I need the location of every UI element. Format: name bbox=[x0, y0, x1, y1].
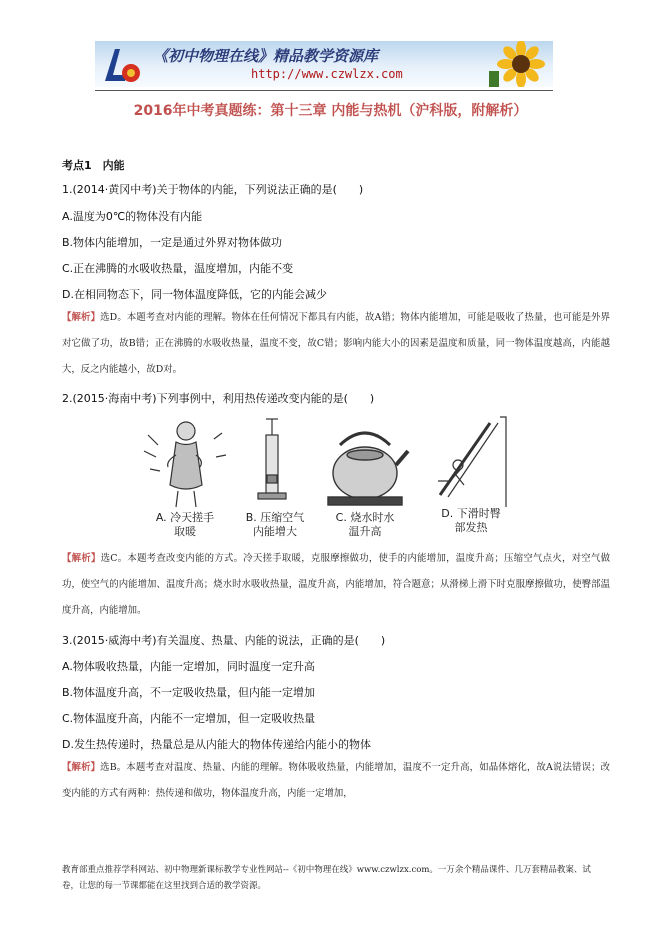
q3-option-c: C.物体温度升高，内能不一定增加，但一定吸收热量 bbox=[62, 712, 316, 725]
analysis-tag: 【解析】 bbox=[62, 312, 101, 323]
q1-option-b: B.物体内能增加，一定是通过外界对物体做功 bbox=[62, 236, 283, 249]
caption-c-line1: C. 烧水时水 bbox=[335, 511, 395, 524]
banner-url: http://www.czwlzx.com bbox=[251, 67, 403, 81]
caption-a-line1: A. 冷天搓手 bbox=[155, 511, 215, 524]
air-compression-tube-icon bbox=[252, 415, 292, 510]
topic-heading: 考点1 内能 bbox=[62, 159, 125, 172]
q3-option-b: B.物体温度升高，不一定吸收热量，但内能一定增加 bbox=[62, 686, 316, 699]
q1-analysis bbox=[62, 305, 610, 383]
caption-d-line1: D. 下滑时臀 bbox=[441, 507, 501, 520]
q1-option-c: C.正在沸腾的水吸收热量，温度增加，内能不变 bbox=[62, 262, 294, 275]
caption-a-line2: 取暖 bbox=[174, 525, 196, 538]
slide-icon bbox=[430, 415, 520, 510]
header-banner bbox=[95, 41, 553, 87]
q3-option-a: A.物体吸收热量，内能一定增加，同时温度一定升高 bbox=[62, 660, 315, 673]
q2-figure bbox=[140, 415, 520, 540]
warming-hands-icon bbox=[140, 415, 230, 510]
boiling-kettle-icon bbox=[320, 415, 410, 510]
caption-b-line2: 内能增大 bbox=[253, 525, 297, 538]
q1-stem: 1.(2014·黄冈中考)关于物体的内能，下列说法正确的是( ) bbox=[62, 183, 364, 196]
analysis-tag: 【解析】 bbox=[62, 553, 101, 564]
sunflower-icon bbox=[489, 41, 551, 87]
q2-stem: 2.(2015·海南中考)下列事例中，利用热传递改变内能的是( ) bbox=[62, 392, 375, 405]
q1-option-d: D.在相同物态下，同一物体温度降低，它的内能会减少 bbox=[62, 288, 327, 301]
document-title: 2016年中考真题练：第十三章 内能与热机（沪科版，附解析） bbox=[133, 103, 528, 119]
caption-c-line2: 温升高 bbox=[348, 525, 382, 538]
header-rule bbox=[95, 90, 553, 91]
analysis-tag: 【解析】 bbox=[62, 762, 101, 773]
caption-d bbox=[428, 507, 514, 535]
page-footer: 教育部重点推荐学科网站、初中物理新课标教学专业性网站--《初中物理在线》www.czwlzx.com。一万余个精品课件、几万套精品教案、试卷，让您的每一节课都能在这里找到合适的教学资源。 bbox=[62, 865, 591, 891]
caption-d-line2: 部发热 bbox=[454, 521, 488, 534]
analysis-text: 选C。本题考查改变内能的方式。冷天搓手取暖，克服摩擦做功，使手的内能增加，温度升高；压缩空气点火，对空气做功，使空气的内能增加、温度升高；烧水时水吸收热量，温度升高，内能增加，符合题意；从滑梯上滑下时克服摩擦做功，使臀部温度升高，内能增加。 bbox=[62, 553, 610, 616]
analysis-text: 选D。本题考查对内能的理解。物体在任何情况下都具有内能，故A错；物体内能增加，可能是吸收了热量，也可能是外界对它做了功，故B错；正在沸腾的水吸收热量，温度不变，故C错；影响内能大小的因素是温度和质量，同一物体温度越高，内能越大，反之内能越小，故D对。 bbox=[62, 312, 610, 375]
q3-analysis bbox=[62, 755, 610, 807]
q1-option-a: A.温度为0℃的物体没有内能 bbox=[62, 210, 203, 223]
banner-title: 《初中物理在线》精品教学资源库 bbox=[153, 47, 379, 65]
q3-option-d: D.发生热传递时，热量总是从内能大的物体传递给内能小的物体 bbox=[62, 738, 371, 751]
q2-analysis bbox=[62, 546, 610, 624]
caption-b-line1: B. 压缩空气 bbox=[245, 511, 305, 524]
caption-b bbox=[235, 511, 315, 539]
q3-stem: 3.(2015·威海中考)有关温度、热量、内能的说法，正确的是( ) bbox=[62, 634, 386, 647]
site-logo-icon bbox=[101, 45, 147, 85]
analysis-text: 选B。本题考查对温度、热量、内能的理解。物体吸收热量，内能增加，温度不一定升高，如晶体熔化，故A说法错误；改变内能的方式有两种：热传递和做功，物体温度升高，内能一定增加， bbox=[62, 762, 610, 799]
caption-a bbox=[140, 511, 230, 539]
caption-c bbox=[323, 511, 407, 539]
